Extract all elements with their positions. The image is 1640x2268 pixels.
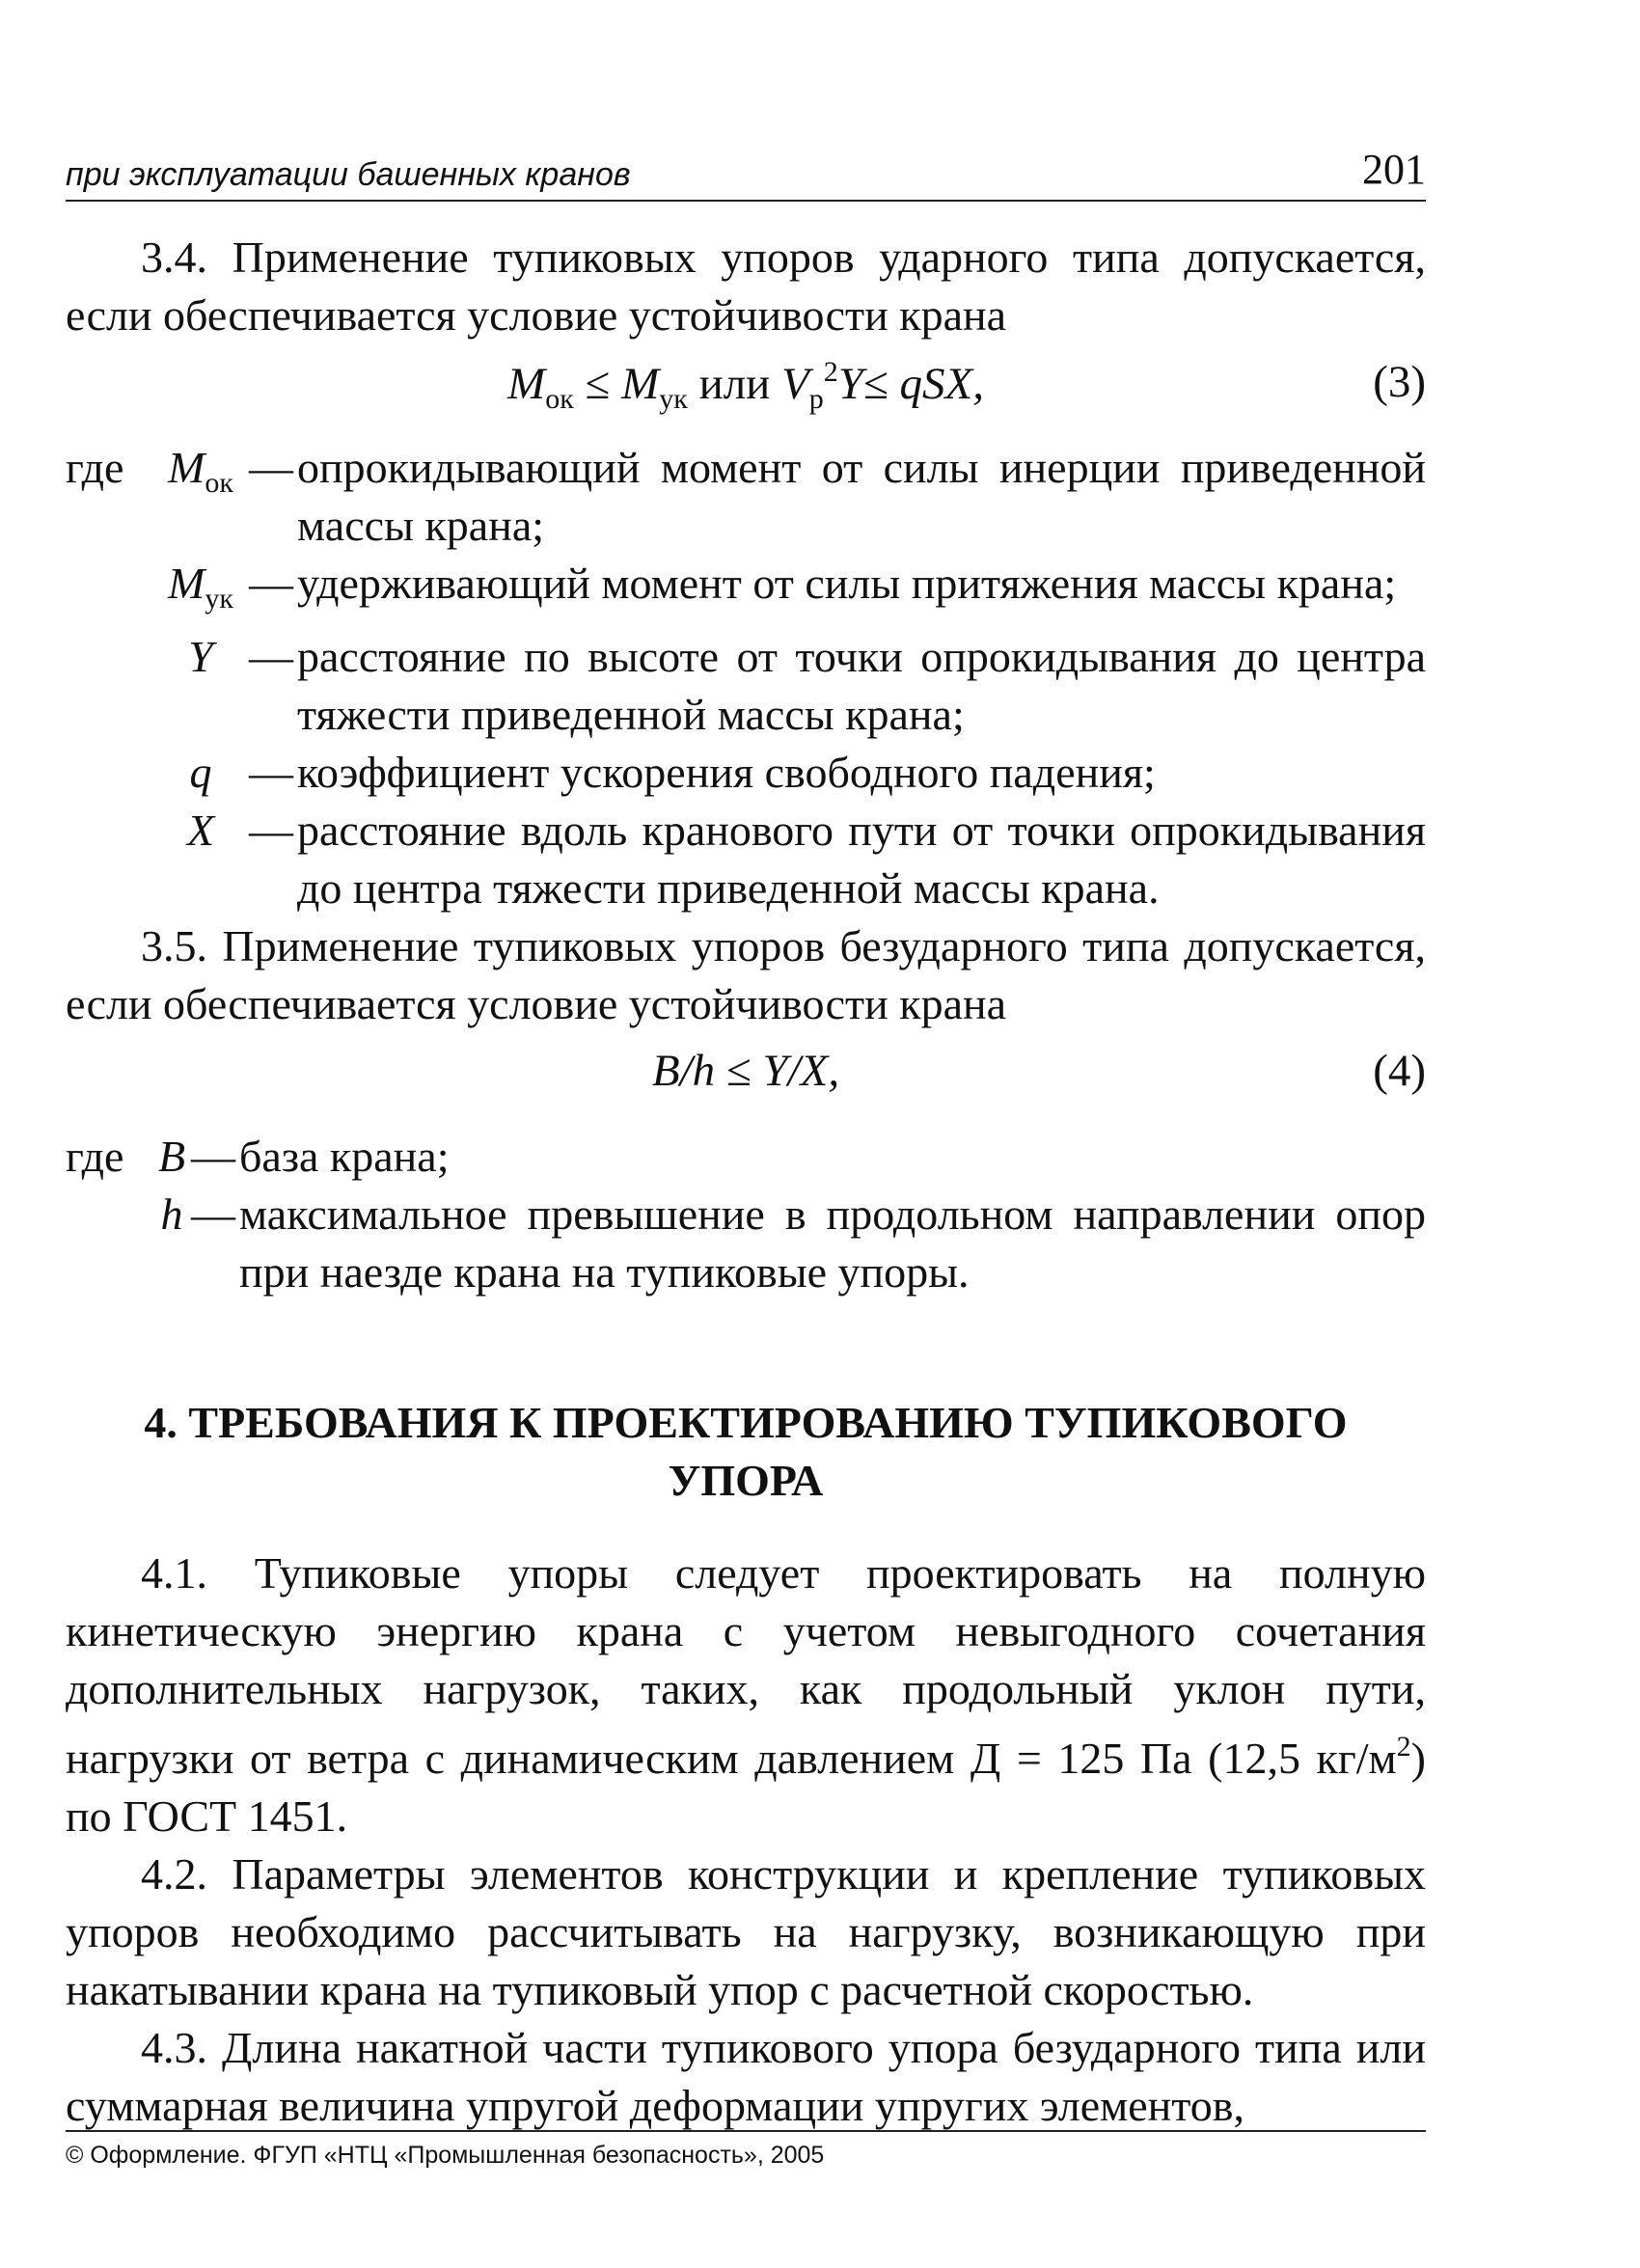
paragraph-4-3: 4.3. Длина накатной части тупикового упора безударного типа или суммарная величина упругой деформации упругих элементов, — [66, 2023, 1426, 2130]
definitions-3 — [66, 439, 1426, 917]
definition-row: X — расстояние вдоль кранового пути от точки опрокидывания до центра тяжести приведенной массы крана. — [186, 806, 1426, 913]
definition-row: q — коэффициент ускорения свободного падения; — [189, 748, 1156, 797]
paragraph-4-2: 4.2. Параметры элементов конструкции и крепление тупиковых упоров необходимо рассчитывать на нагрузку, возникающую при накатывании крана на тупиковый упор с расчетной скоростью. — [66, 1849, 1426, 2014]
definition-row: $M_{ук}$ — удерживающий момент от силы притяжения массы крана; — [168, 559, 1397, 615]
copyright-footer: © Оформление. ФГУП «НТЦ «Промышленная безопасность», 2005 — [66, 2130, 1426, 2170]
running-header — [66, 145, 1426, 202]
page-number: 201 — [1362, 146, 1426, 193]
paragraph-4-1: 4.1. Тупиковые упоры следует проектировать на полную кинетическую энергию крана с учетом невыгодного сочетания дополнительных нагрузок, таких, как продольный уклон пути, нагрузки от ветра с динамическим давлением Д = 125 Па (12,5 $кг/м^2$) по ГОСТ 1451. — [66, 1548, 1426, 1841]
formula-4 — [66, 1041, 1426, 1116]
page-content — [66, 145, 1426, 2135]
formula-4-number: (4) — [1373, 1046, 1426, 1096]
definitions-4 — [66, 1128, 1426, 1301]
section-4-heading: 4. ТРЕБОВАНИЯ К ПРОЕКТИРОВАНИЮ ТУПИКОВОГО УПОРА — [144, 1398, 1348, 1505]
formula-3 — [66, 352, 1426, 427]
formula-4-expression: B/h ≤ Y/X, — [651, 1046, 840, 1096]
definition-row: где $M_{ок}$ — опрокидывающий момент от силы инерции приведенной массы крана; — [66, 443, 1426, 550]
formula-3-expression: $M_{ок} \le M_{ук}$ или $V_р^2Y\le$ qSX, — [507, 356, 984, 415]
running-title: при эксплуатации башенных кранов — [66, 156, 631, 193]
definition-row: h — максимальное превышение в продольном направлении опор при наезде крана на тупиковые упоры. — [160, 1189, 1426, 1297]
paragraph-3-5: 3.5. Применение тупиковых упоров безударного типа допускается, если обеспечивается условие устойчивости крана — [66, 921, 1426, 1028]
definition-row: Y — расстояние по высоте от точки опрокидывания до центра тяжести приведенной массы крана; — [188, 632, 1426, 739]
paragraph-3-4: 3.4. Применение тупиковых упоров ударного типа допускается, если обеспечивается условие устойчивости крана — [66, 232, 1426, 340]
definition-row: где B — база крана; — [66, 1132, 450, 1181]
formula-3-number: (3) — [1373, 357, 1426, 407]
